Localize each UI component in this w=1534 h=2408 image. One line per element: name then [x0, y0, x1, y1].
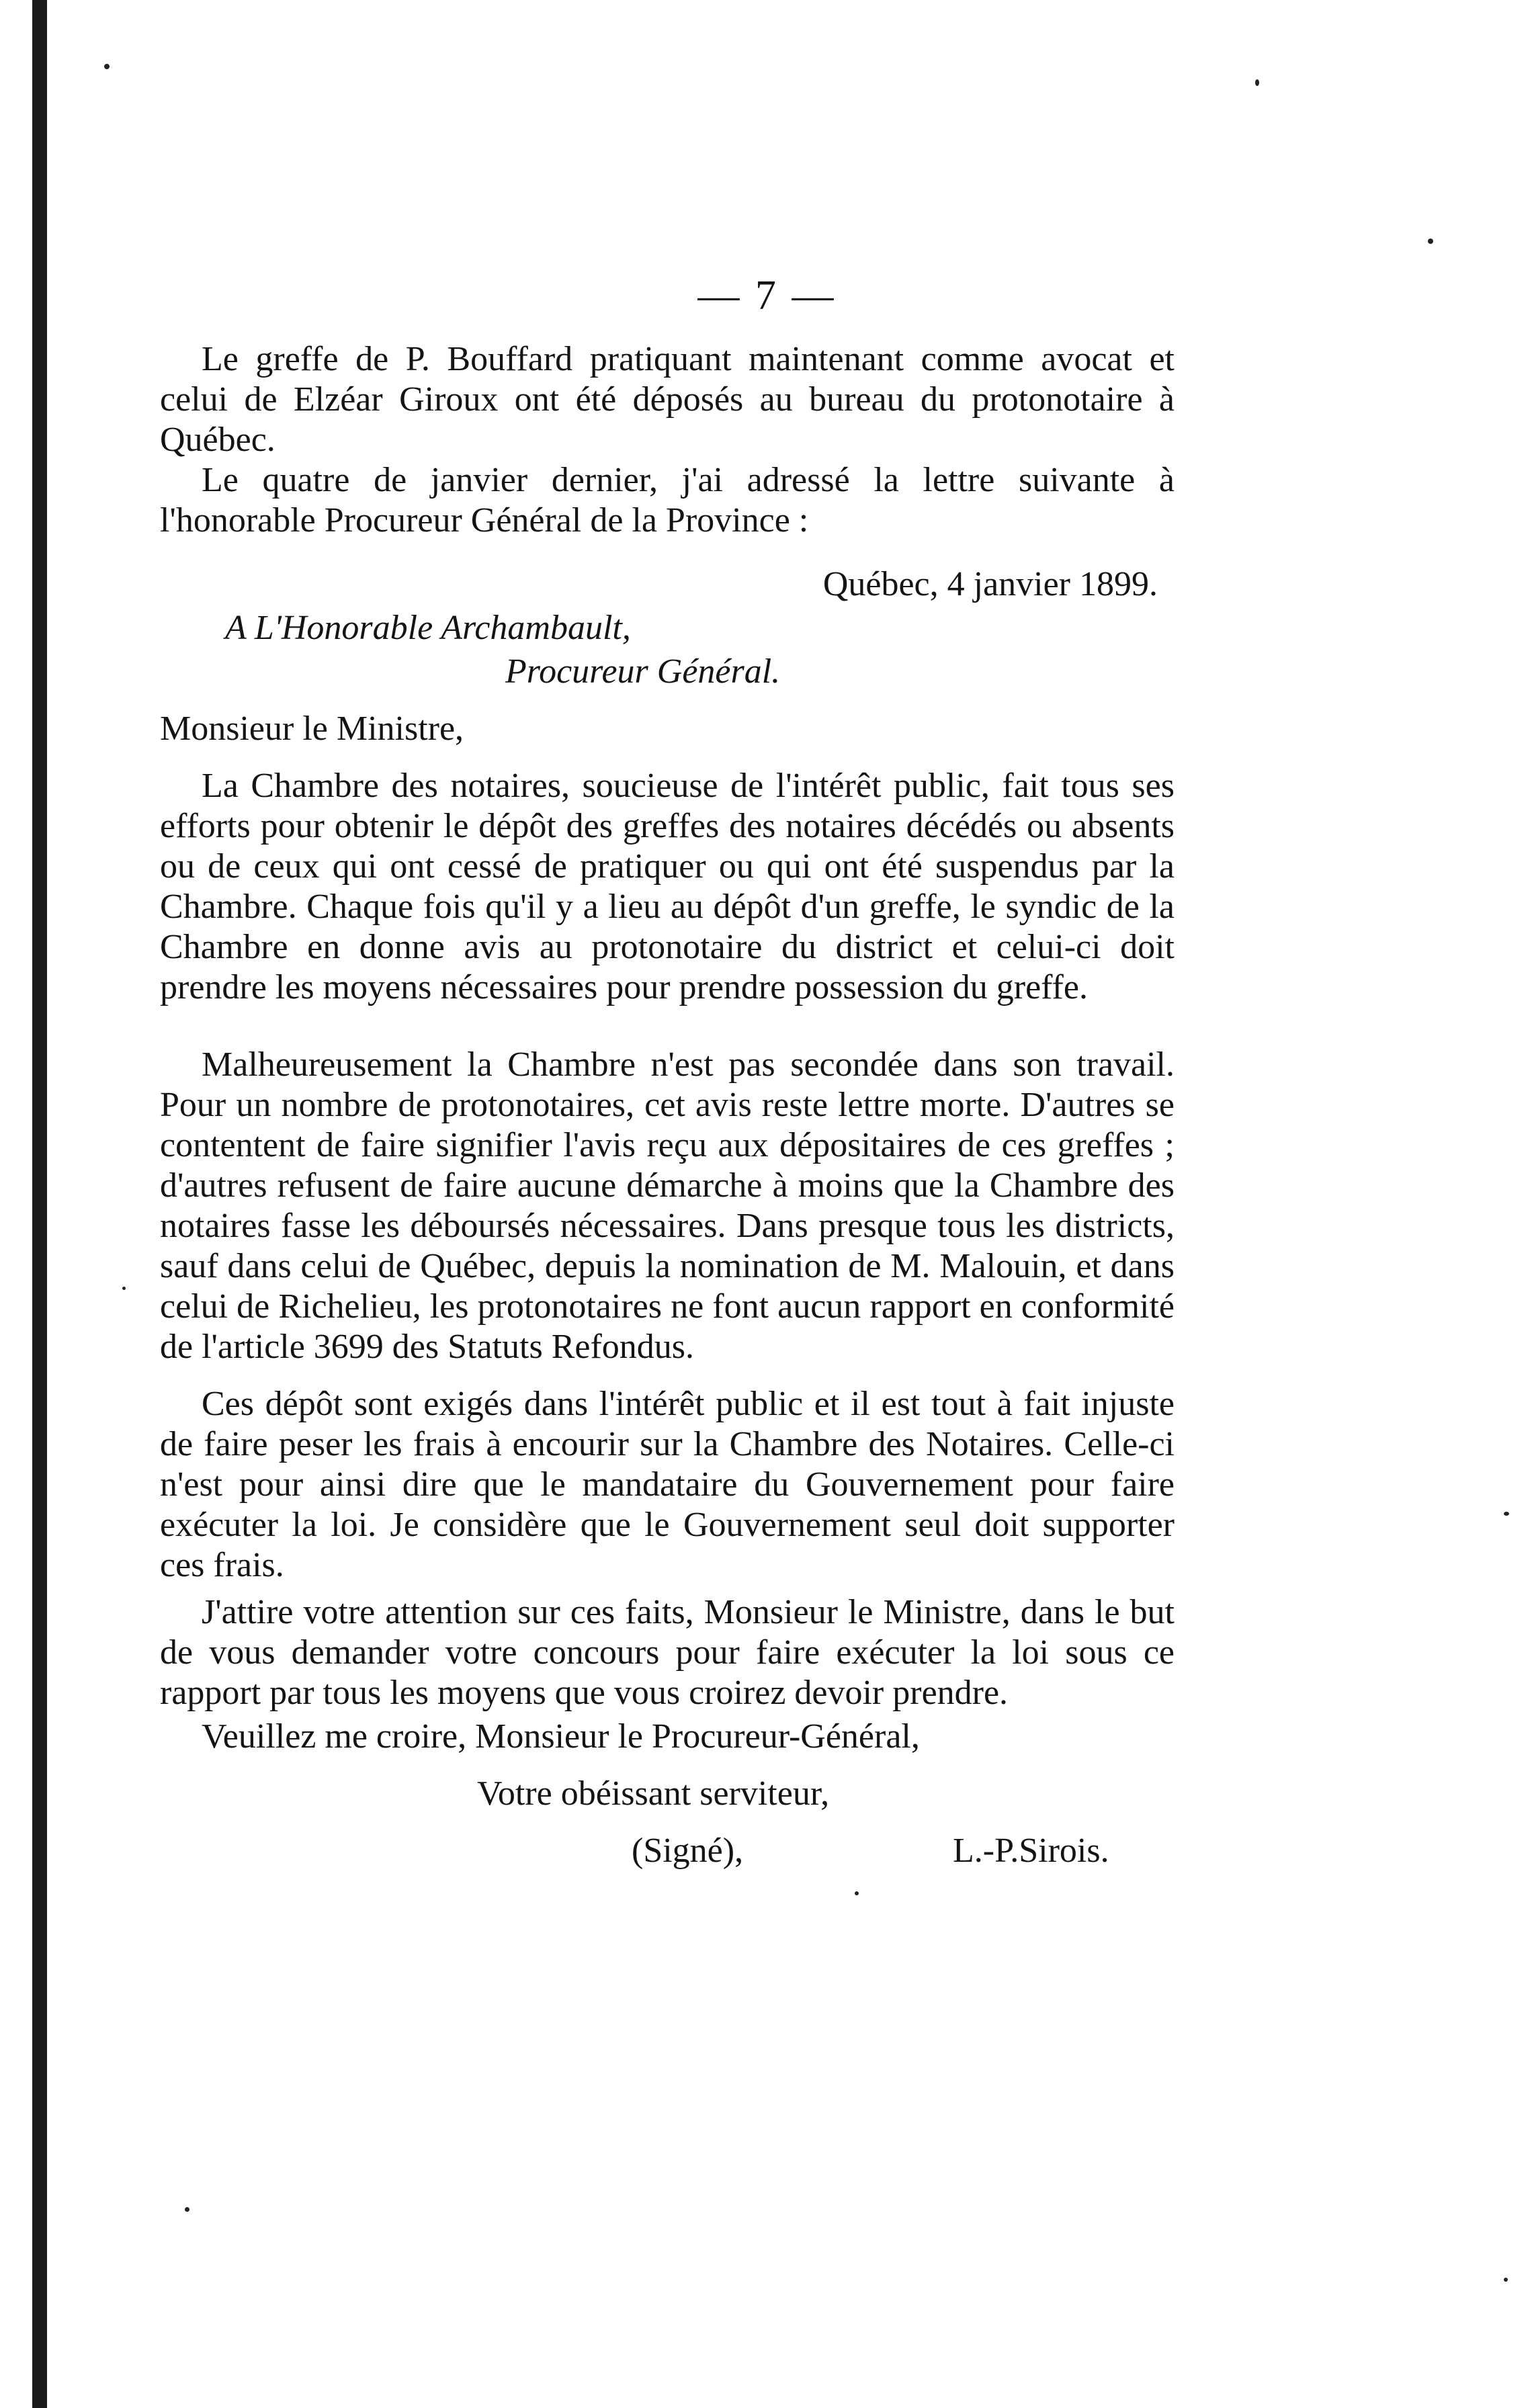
paragraph-text: Malheureusement la Chambre n'est pas secondée dans son travail. Pour un nombre de protonotaires, cet avis reste lettre morte. D'autres se contentent de faire signifier l'avis reçu aux dépositaires de ces greffes ; d'autres refusent de faire aucune démarche à moins que la Chambre des notaires fasse les déboursés nécessaires. Dans presque tous les districts, sauf dans celui de Québec, depuis la nomination de M. Malouin, et dans celui de Richelieu, les protonotaires ne font aucun rapport en conformité de l'article 3699 des Statuts Refondus.	[160, 1045, 1175, 1366]
paragraph-deposit-notice	[160, 339, 1175, 460]
letter-closing: Veuillez me croire, Monsieur le Procureur-Général,	[202, 1717, 920, 1756]
letter-paragraph-efforts	[160, 766, 1175, 1008]
letter-paragraph-request	[160, 1592, 1175, 1713]
print-speck	[1504, 2278, 1508, 2282]
page-binding-edge	[32, 0, 47, 2408]
page-number: — 7 —	[697, 273, 837, 318]
letter-servant-line: Votre obéissant serviteur,	[477, 1774, 830, 1813]
paragraph-letter-intro	[160, 460, 1175, 541]
print-speck	[1504, 1512, 1509, 1516]
print-speck	[855, 1891, 859, 1895]
letter-addressee-title: Procureur Général.	[505, 652, 781, 691]
letter-signature: L.-P.Sirois.	[953, 1832, 1109, 1870]
letter-signed-mark: (Signé),	[632, 1832, 744, 1870]
paragraph-text: La Chambre des notaires, soucieuse de l'intérêt public, fait tous ses efforts pour obtenir le dépôt des greffes des notaires décédés ou absents ou de ceux qui ont cessé de pratiquer ou qui ont été suspendus par la Chambre. Chaque fois qu'il y a lieu au dépôt d'un greffe, le syndic de la Chambre en donne avis au protonotaire du district et celui-ci doit prendre les moyens nécessaires pour prendre possession du greffe.	[160, 767, 1175, 1006]
print-speck	[185, 2207, 189, 2212]
letter-date: Québec, 4 janvier 1899.	[822, 565, 1158, 603]
paragraph-text: J'attire votre attention sur ces faits, Monsieur le Ministre, dans le but de vous demander votre concours pour faire exécuter la loi sous ce rapport par tous les moyens que vous croirez devoir prendre.	[160, 1593, 1175, 1712]
print-speck	[122, 1287, 126, 1290]
letter-paragraph-problems	[160, 1045, 1175, 1367]
print-speck	[1428, 239, 1433, 244]
paragraph-text: Le quatre de janvier dernier, j'ai adressé la lettre suivante à l'honorable Procureur Général de la Province :	[160, 461, 1175, 540]
letter-paragraph-costs	[160, 1384, 1175, 1586]
letter-salutation: Monsieur le Ministre,	[160, 710, 464, 748]
paragraph-text: Le greffe de P. Bouffard pratiquant maintenant comme avocat et celui de Elzéar Giroux ont été déposés au bureau du protonotaire à Québec.	[160, 340, 1175, 459]
paragraph-text: Ces dépôt sont exigés dans l'intérêt public et il est tout à fait injuste de faire peser les frais à encourir sur la Chambre des Notaires. Celle-ci n'est pour ainsi dire que le mandataire du Gouvernement pour faire exécuter la loi. Je considère que le Gouvernement seul doit supporter ces frais.	[160, 1385, 1175, 1584]
letter-addressee: A L'Honorable Archambault,	[225, 609, 631, 647]
print-speck	[1255, 79, 1259, 86]
print-speck	[104, 64, 110, 69]
